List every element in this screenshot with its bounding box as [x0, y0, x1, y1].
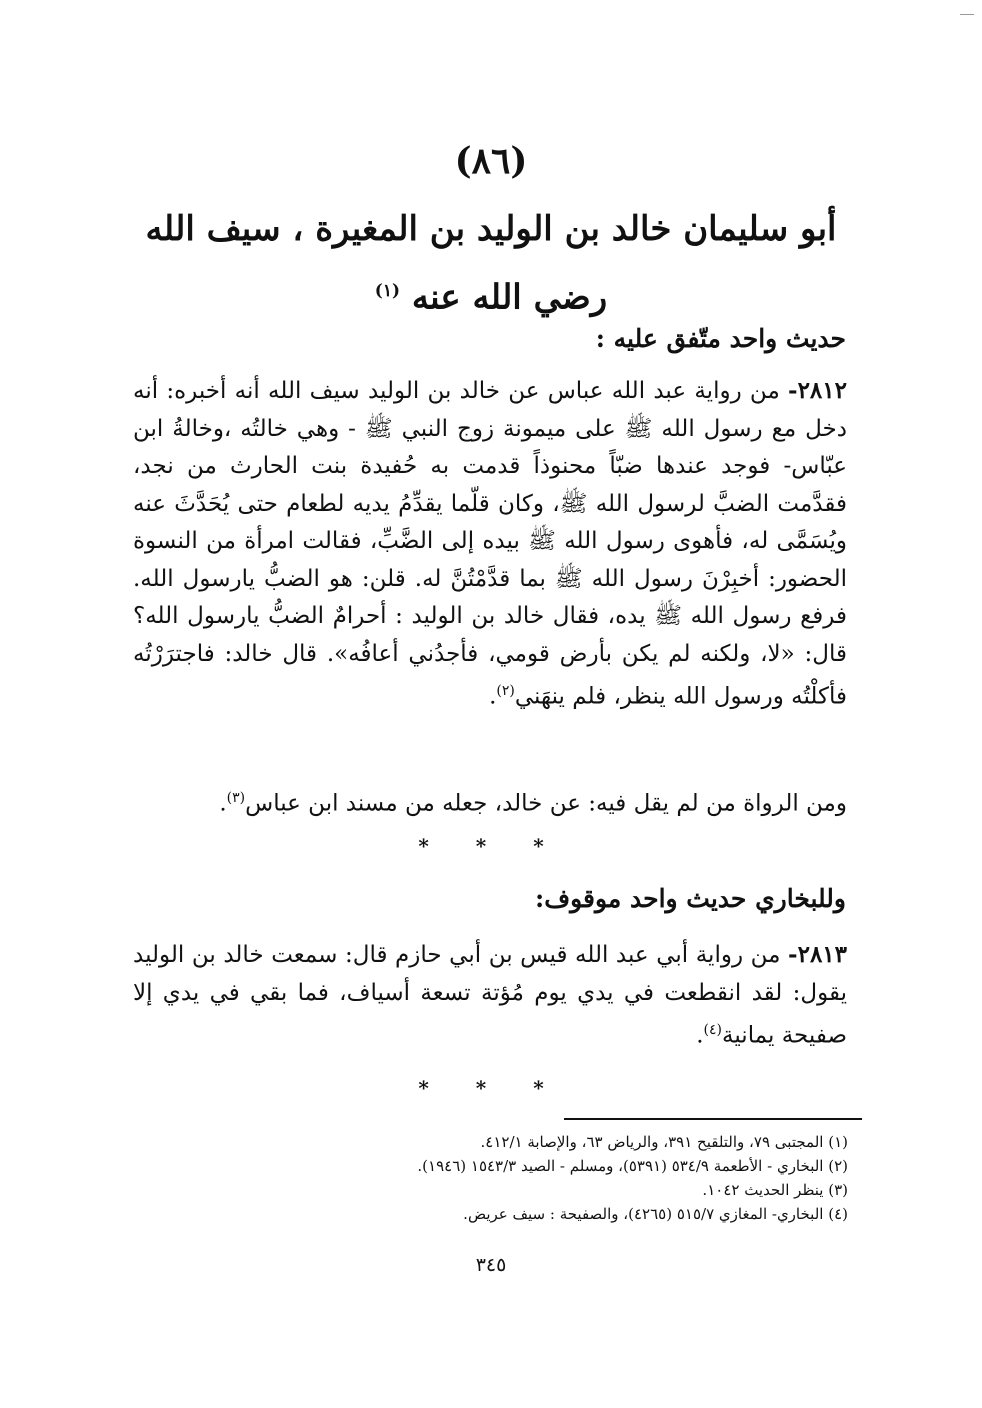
- scan-mark: [960, 14, 974, 15]
- hadith-2813: ٢٨١٣- من رواية أبي عبد الله قيس بن أبي حازم قال: سمعت خالد بن الوليد يقول: لقد انقطعت في يدي يوم مُؤتة تسعة أسياف، فما بقي في يدي إلا صفيحة يمانية$^{(٤)}$.: [133, 941, 848, 1049]
- separator-1: * * *: [418, 834, 564, 858]
- chapter-title-line1: أبو سليمان خالد بن الوليد بن المغيرة ، سيف الله: [145, 209, 837, 249]
- hadith-2812-footnote-mark: (٢): [496, 683, 515, 699]
- narrator-note-footnote-mark: (٣): [226, 790, 246, 806]
- section1-heading: حديث واحد متّفق عليه :: [595, 324, 846, 353]
- hadith-2812-number: ٢٨١٢-: [788, 377, 847, 404]
- hadith-2813-number: ٢٨١٣-: [788, 941, 848, 968]
- chapter-title: [0, 198, 982, 328]
- narrator-note: ومن الرواة من لم يقل فيه: عن خالد، جعله من مسند ابن عباس$^{(٣)}$.: [219, 790, 847, 817]
- separator-2: * * *: [418, 1076, 564, 1100]
- chapter-footnote-mark: (١): [374, 281, 400, 301]
- footnote-4: (٤) البخاري- المغازي ٥١٥/٧ (٤٢٦٥)، والصفيحة : سيف عريض.: [463, 1205, 848, 1223]
- footnotes: [300, 1130, 848, 1226]
- section2-heading: وللبخاري حديث واحد موقوف:: [534, 884, 846, 913]
- footnote-1: (١) المجتبى ٧٩، والتلقيح ٣٩١، والرياض ٦٣، والإصابة ٤١٢/١.: [480, 1133, 848, 1151]
- footnote-2: (٢) البخاري - الأطعمة ٥٣٤/٩ (٥٣٩١)، ومسلم - الصيد ١٥٤٣/٣ (١٩٤٦).: [417, 1157, 848, 1175]
- chapter-number: (٨٦): [454, 140, 528, 182]
- hadith-2812-text: من رواية عبد الله عباس عن خالد بن الوليد سيف الله أنه أخبره: أنه دخل مع رسول الله ﷺ على ميمونة زوج النبي ﷺ - وهي خالتُه ،وخالةُ ابن عبّاس- فوجد عندها ضبّاً محنوذاً قدمت به حُفيدة بنت الحارث من نجد، فقدَّمت الضبَّ لرسول الله ﷺ، وكان قلّما يقدِّمُ يديه لطعام حتى يُحَدَّثَ عنه ويُسَمَّى له، فأهوى رسول الله ﷺ بيده إلى الضَّبِّ، فقالت امرأة من النسوة الحضور: أخبِرْنَ رسول الله ﷺ بما قدَّمْتُنَّ له. قلن: هو الضبُّ يارسول الله. فرفع رسول الله ﷺ يده، فقال خالد بن الوليد : أحرامٌ الضبُّ يارسول الله؟ قال: «لا، ولكنه لم يكن بأرض قومي، فأجدُني أعافُه». قال خالد: فاجترَرْتُه فأكلْتُه ورسول الله ينظر، فلم ينهَني: [133, 378, 847, 710]
- hadith-2813-text: من رواية أبي عبد الله قيس بن أبي حازم قال: سمعت خالد بن الوليد يقول: لقد انقطعت في يدي يوم مُؤتة تسعة أسياف، فما بقي في يدي إلا صفيحة يمانية: [133, 942, 847, 1049]
- hadith-2812: ٢٨١٢- من رواية عبد الله عباس عن خالد بن الوليد سيف الله أنه أخبره: أنه دخل مع رسول الله ﷺ على ميمونة زوج النبي ﷺ - وهي خالتُه ،وخالةُ ابن عبّاس- فوجد عندها ضبّاً محنوذاً قدمت به حُفيدة بنت الحارث من نجد، فقدَّمت الضبَّ لرسول الله ﷺ، وكان قلّما يقدِّمُ يديه لطعام حتى يُحَدَّثَ عنه ويُسَمَّى له، فأهوى رسول الله ﷺ بيده إلى الضَّبِّ، فقالت امرأة من النسوة الحضور: أخبِرْنَ رسول الله ﷺ بما قدَّمْتُنَّ له. قلن: هو الضبُّ يارسول الله. فرفع رسول الله ﷺ يده، فقال خالد بن الوليد : أحرامٌ الضبُّ يارسول الله؟ قال: «لا، ولكنه لم يكن بأرض قومي، فأجدُني أعافُه». قال خالد: فاجترَرْتُه فأكلْتُه ورسول الله ينظر، فلم ينهَني$^{(٢)}$.: [133, 377, 847, 710]
- chapter-title-line2: [0, 260, 982, 328]
- page-number: ٣٤٥: [475, 1254, 507, 1276]
- hadith-2813-footnote-mark: (٤): [703, 1022, 723, 1038]
- narrator-note-text: ومن الرواة من لم يقل فيه: عن خالد، جعله من مسند ابن عباس: [245, 790, 847, 817]
- chapter-title-line2-text: رضي الله عنه: [411, 277, 608, 318]
- footnote-divider: [564, 1118, 862, 1120]
- footnote-3: (٣) ينظر الحديث ١٠٤٢.: [702, 1181, 848, 1199]
